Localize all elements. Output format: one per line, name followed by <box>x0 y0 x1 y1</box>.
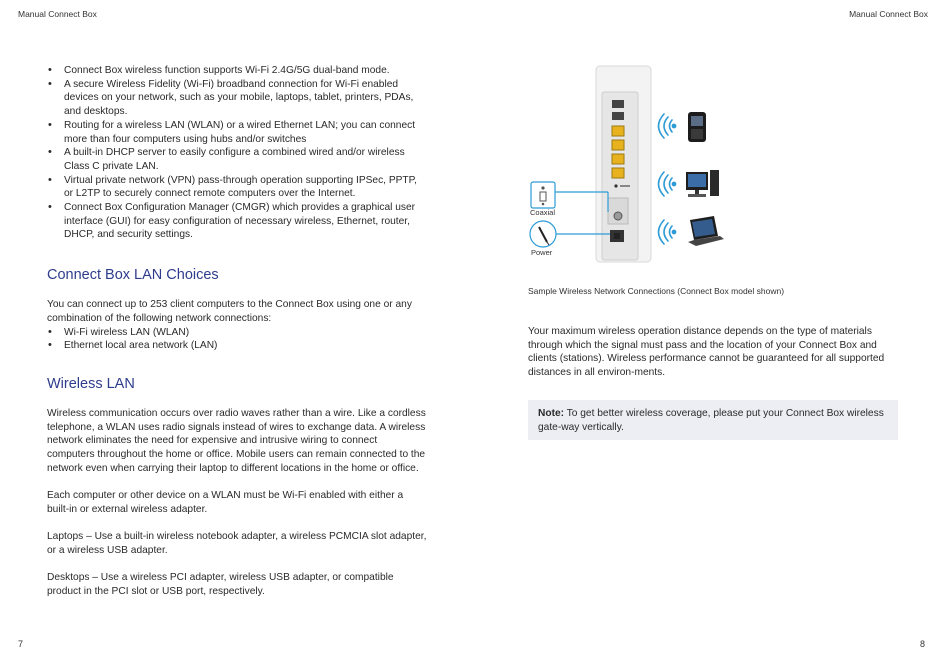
wlan-paragraph: Laptops – Use a built-in wireless notebook adapter, a wireless PCMCIA slot adapter, or a wireless USB adapter. <box>47 531 427 556</box>
page-number-left: 7 <box>18 639 24 649</box>
connection-figure <box>528 64 758 264</box>
figure-caption: Sample Wireless Network Connections (Connect Box model shown) <box>528 286 785 296</box>
page-number-right: 8 <box>919 639 925 649</box>
list-item: • Connect Box Configuration Manager (CMGR) which provides a graphical user interface (GUI) for easy configuration of necessary wireless, Ethernet, router, DHCP, and security settings. <box>47 201 427 242</box>
list-item: • Routing for a wireless LAN (WLAN) or a wired Ethernet LAN; you can connect more than four computers using hubs and/or switches <box>47 119 427 146</box>
coaxial-icon <box>531 182 555 208</box>
laptop-icon <box>688 216 724 246</box>
wlan-paragraph: Wireless communication occurs over radio waves rather than a wire. Like a cordless telephone, a WLAN uses radio signals instead of wires to exchange data. A wireless network eliminates the need for expensive and intrusive wiring to connect computers throughout the home or office. Mobile users can remain connected to the network even when carrying their laptop to different locations in the home or office. <box>47 407 426 474</box>
wifi-signal-icon <box>659 172 676 196</box>
wlan-paragraph: Desktops – Use a wireless PCI adapter, wireless USB adapter, or compatible product in the PCI slot or USB port, respectively. <box>47 572 394 598</box>
power-label: Power <box>531 248 553 257</box>
distance-paragraph: Your maximum wireless operation distance depends on the type of materials through which the signal must pass and the location of your Connect Box and clients (stations). Wireless performance cannot be guaranteed for all supported distances in all environ-ments. <box>528 326 885 379</box>
note-text: To get better wireless coverage, please put your Connect Box wireless gate-way vertically. <box>538 408 884 433</box>
power-icon <box>530 221 556 247</box>
wifi-signal-icon <box>659 114 676 138</box>
wireless-lan-heading: Wireless LAN <box>47 375 135 392</box>
list-item: • Connect Box wireless function supports Wi-Fi 2.4G/5G dual-band mode. <box>47 64 427 78</box>
wifi-signal-icon <box>659 220 676 244</box>
list-item: • A built-in DHCP server to easily configure a combined wired and/or wireless Class C private LAN. <box>47 146 427 173</box>
lan-choices-heading: Connect Box LAN Choices <box>47 267 219 284</box>
note-box <box>528 400 898 440</box>
list-item: • Virtual private network (VPN) pass-through operation supporting IPSec, PPTP, or L2TP to securely connect remote computers over the Internet. <box>47 174 427 201</box>
wlan-paragraph: Each computer or other device on a WLAN must be Wi-Fi enabled with either a built-in or external wireless adapter. <box>47 490 404 515</box>
list-item: • Ethernet local area network (LAN) <box>47 339 427 353</box>
router-illustration <box>596 66 651 262</box>
desktop-computer-icon <box>686 170 719 197</box>
lan-choices-list <box>47 326 427 353</box>
note-label: Note: <box>538 408 565 419</box>
left-page-content <box>47 64 427 599</box>
page-header-right: Manual Connect Box <box>849 9 928 19</box>
lan-choices-text: You can connect up to 253 client computers to the Connect Box using one or any combination of the following network connections: <box>47 299 412 324</box>
list-item: • A secure Wireless Fidelity (Wi-Fi) broadband connection for Wi-Fi enabled devices on your network, such as your mobile, laptops, tablet, printers, PDAs, and desktops. <box>47 78 427 119</box>
list-item: • Wi-Fi wireless LAN (WLAN) <box>47 326 427 340</box>
smartphone-icon <box>688 112 706 142</box>
feature-list <box>47 64 427 242</box>
coaxial-label: Coaxial <box>530 208 556 217</box>
page-header-left: Manual Connect Box <box>18 9 97 19</box>
